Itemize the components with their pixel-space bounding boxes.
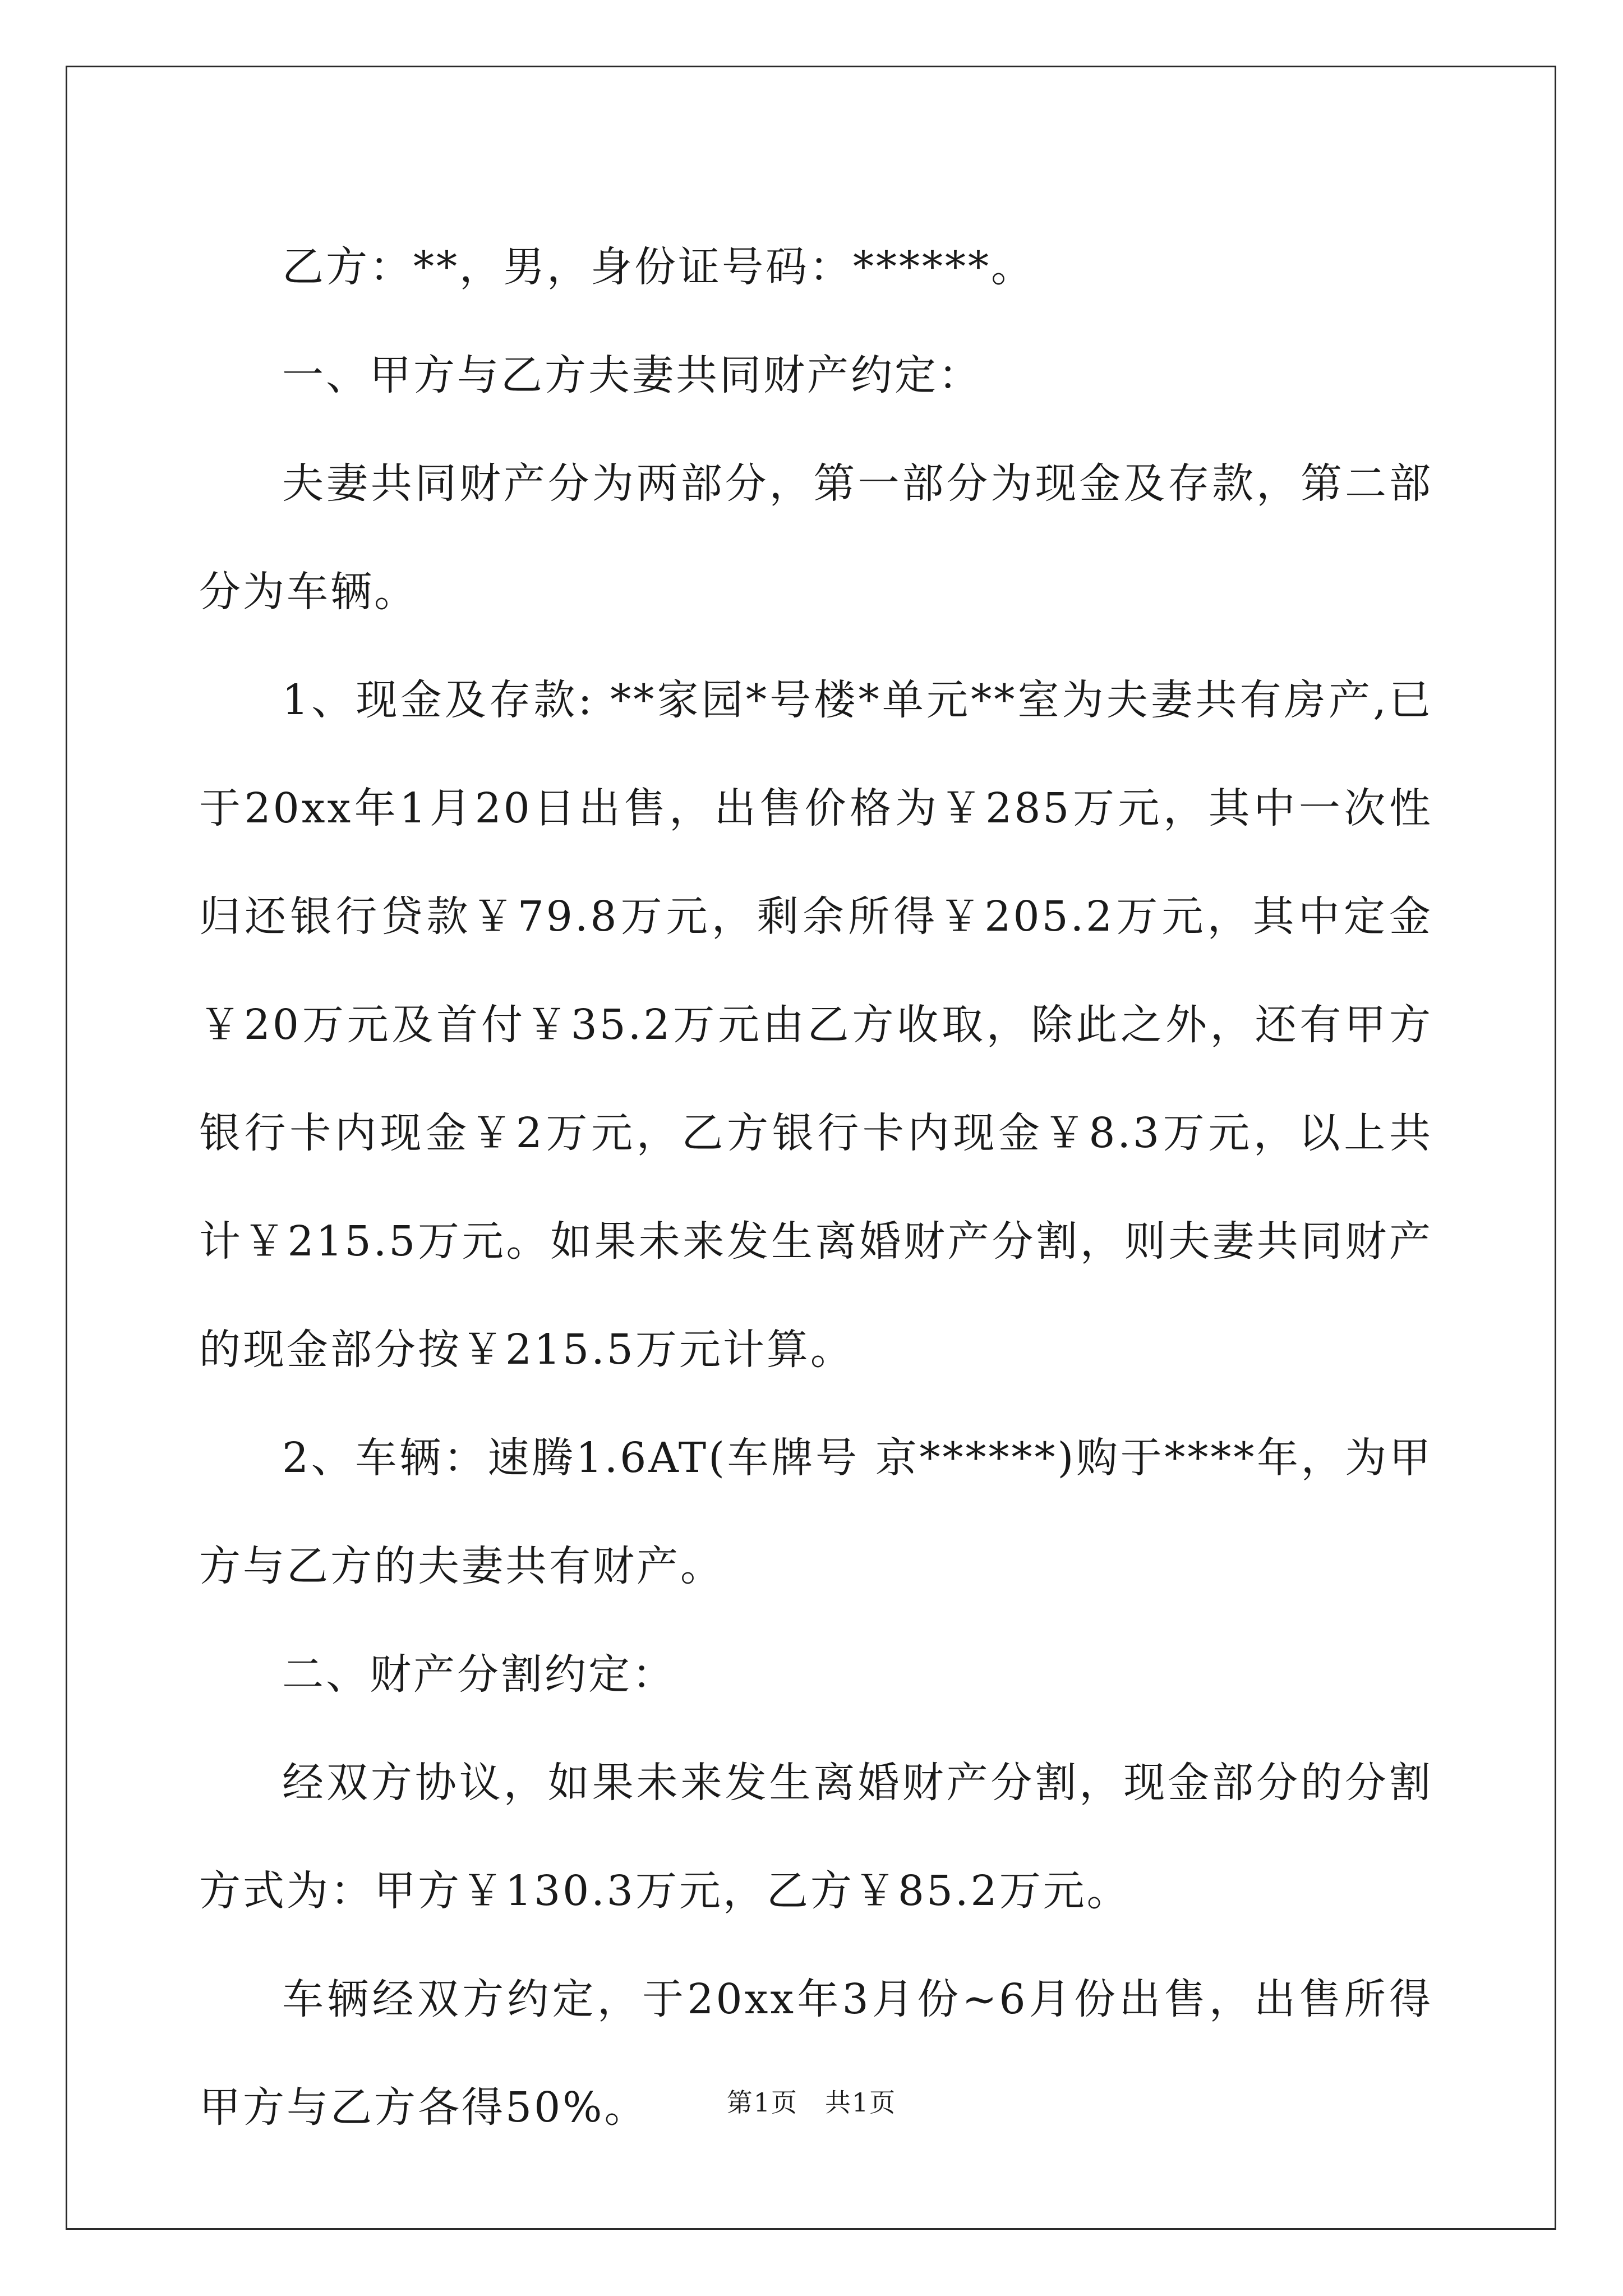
paragraph-cash-deposits: 1、现金及存款: **家园*号楼*单元**室为夫妻共有房产,已于20xx年1月20日出售，出售价格为￥285万元，其中一次性归还银行贷款￥79.8万元，剩余所得￥205.2万元，其中定金￥20万元及首付￥35.2万元由乙方收取，除此之外，还有甲方银行卡内现金￥2万元，乙方银行卡内现金￥8.3万元，以上共计￥215.5万元。如果未来发生离婚财产分割，则夫妻共同财产的现金部分按￥215.5万元计算。 xyxy=(199,676,1433,1374)
page-number-footer: 第1页 共1页 xyxy=(726,2087,897,2118)
document-body xyxy=(199,213,1433,2162)
paragraph-party-b: 乙方：**，男，身份证号码：******。 xyxy=(282,243,1035,291)
paragraph-cash-division: 经双方协议，如果未来发生离婚财产分割，现金部分的分割方式为：甲方￥130.3万元，乙方￥85.2万元。 xyxy=(199,1759,1433,1915)
paragraph-vehicle-division: 车辆经双方约定，于20xx年3月份~6月份出售，出售所得甲方与乙方各得50%。 xyxy=(199,1975,1433,2132)
heading-property-division: 二、财产分割约定： xyxy=(282,1650,676,1699)
heading-joint-property: 一、甲方与乙方夫妻共同财产约定： xyxy=(282,351,982,399)
paragraph-property-parts: 夫妻共同财产分为两部分，第一部分为现金及存款，第二部分为车辆。 xyxy=(199,459,1433,616)
paragraph-vehicle: 2、车辆：速腾1.6AT(车牌号 京******)购于****年，为甲方与乙方的夫妻共有财产。 xyxy=(199,1434,1433,1590)
